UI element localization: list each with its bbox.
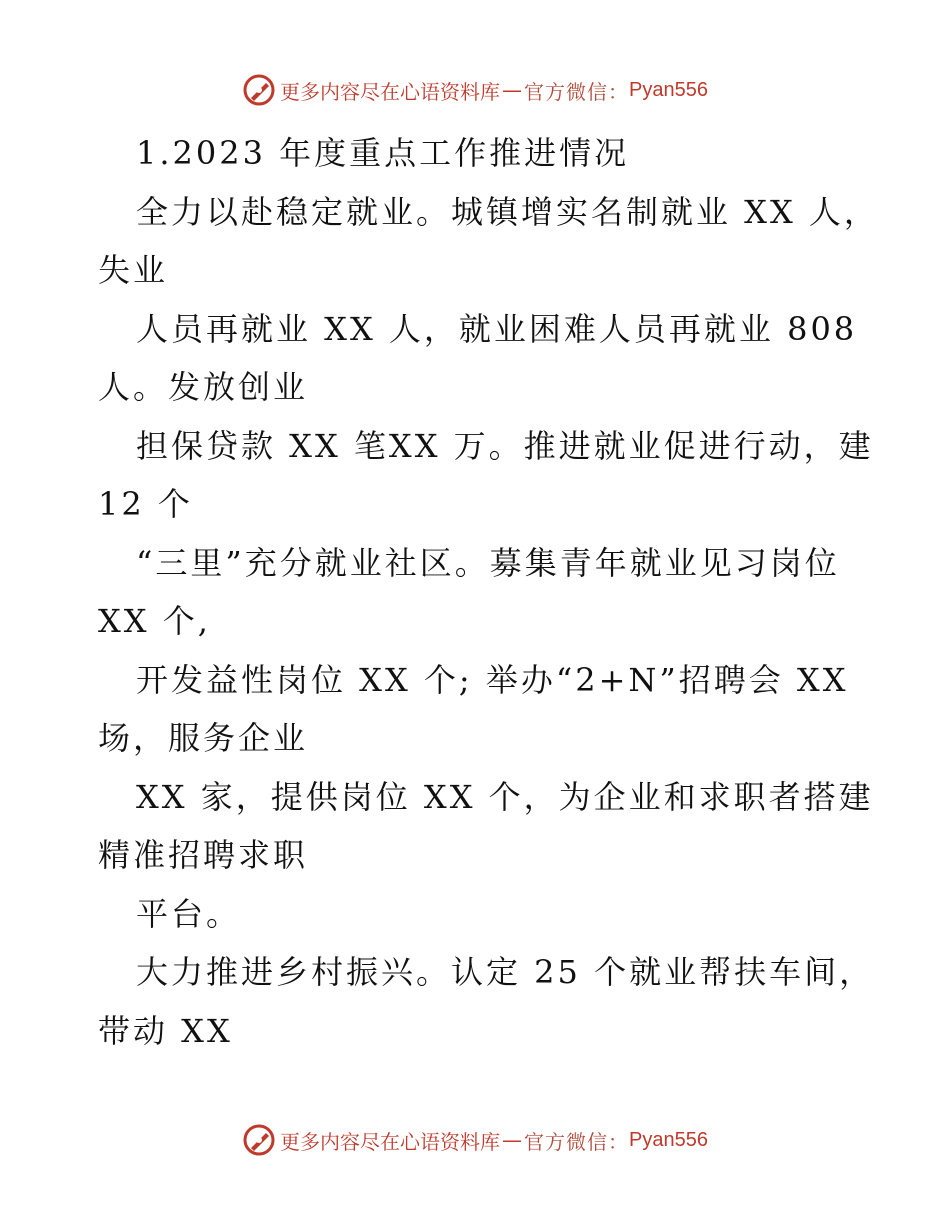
text-line: 大力推进乡村振兴。认定 25 个就业帮扶车间， <box>136 953 875 991</box>
section-heading: 1.2023 年度重点工作推进情况 <box>136 134 630 172</box>
text-line: 人。发放创业 <box>98 368 309 406</box>
text-line: “三里”充分就业社区。募集青年就业见习岗位 <box>136 543 840 582</box>
watermark-text: 更多内容尽在心语资料库 <box>280 79 501 104</box>
text-line: XX 个, <box>98 602 211 640</box>
text-line: 平台。 <box>136 894 242 933</box>
text-line: 开发益性岗位 XX 个; 举办“2+N”招聘会 XX <box>136 660 849 699</box>
text-line: 全力以赴稳定就业。城镇增实名制就业 XX 人， <box>136 192 879 231</box>
text-line: 12 个 <box>98 485 193 523</box>
text-line: XX 家，提供岗位 XX 个，为企业和求职者搭建 <box>136 777 874 816</box>
watermark-dash: — <box>502 78 523 102</box>
watermark-id: Pyan556 <box>629 78 708 101</box>
text-line: 失业 <box>98 251 169 289</box>
watermark-id: Pyan556 <box>629 1128 708 1151</box>
text-line: 场，服务企业 <box>98 719 309 757</box>
text-line: 精准招聘求职 <box>98 836 309 874</box>
pen-logo-icon <box>242 73 276 107</box>
watermark-label: 官方微信： <box>524 1129 630 1154</box>
document-body <box>98 124 878 1060</box>
text-line: 人员再就业 XX 人，就业困难人员再就业 808 <box>136 309 858 348</box>
text-line: 担保贷款 XX 笔XX 万。推进就业促进行动，建 <box>136 426 874 465</box>
watermark-text: 更多内容尽在心语资料库 <box>280 1129 501 1154</box>
watermark-dash: — <box>502 1128 523 1152</box>
text-line: 带动 XX <box>98 1011 233 1050</box>
header-watermark <box>0 70 950 110</box>
watermark-label: 官方微信： <box>524 79 630 104</box>
footer-watermark <box>0 1120 950 1160</box>
pen-logo-icon <box>242 1123 276 1157</box>
